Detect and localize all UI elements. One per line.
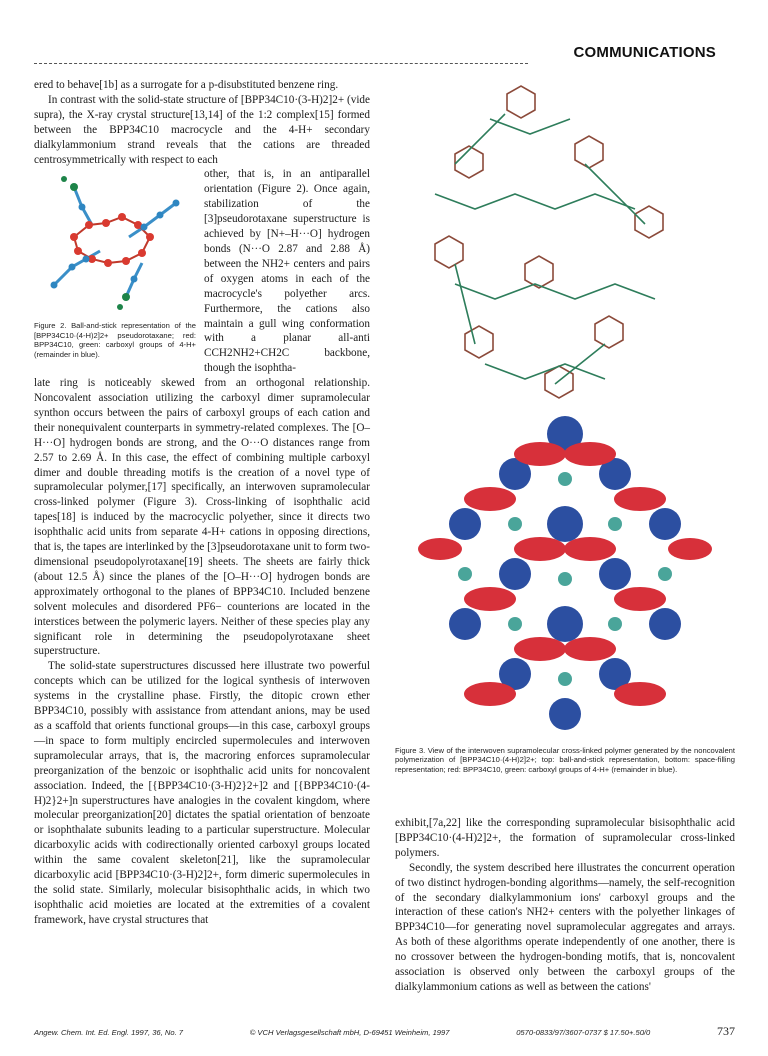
left-column [34, 78, 370, 928]
figure-3-image [395, 74, 735, 742]
figure-3-bottom-spacefill [418, 416, 712, 730]
footer-publisher: © VCH Verlagsgesellschaft mbH, D-69451 Weinheim, 1997 [249, 1028, 450, 1037]
right-column [395, 816, 735, 995]
paragraph: late ring is noticeably skewed from an orthogonal relationship. Noncovalent association utilizing the carboxyl dimer supramolecular synthon occurs between the pairs of carboxyl groups of each cation and their nonequivalent counterparts in symmetry-related complexes. The [O–H···O] hydrogen bonds are strong, and the O···O distances range from 2.57 to 2.69 Å. In this case, the effect of combining multiple carboxyl dimer and double threading motifs is the creation of a novel type of supramolecular polymer,[17] specifically, an interwoven supramolecular cross-linked polymer (Figure 3). Cross-linking of isophthalic acid tapes[18] is induced by the macrocyclic polyether, since it directs two isophthalic acid units from separate 4-H+ cations in opposing directions, that is, the tapes are interlinked by the [3]pseudorotaxane unit to form two-dimensional pseudopolyrotaxane[19] sheets. The sheets are fairly thick (about 12.5 Å) since the planes of the [O–H···O] hydrogen bonds are approximately orthogonal to the planes of BPP34C10. Included benzene solvent molecules and disordered PF6− counterions are located in the interstices between the polymeric layers. Neither of these species play any significant role in determining the pseudopolyrotaxane sheet superstructure. [34, 377, 370, 658]
figure-3-caption: Figure 3. View of the interwoven supramolecular cross-linked polymer generated by the noncovalent polymerization of [BPP34C10·(4-H)2]2+; top: ball-and-stick representation, bottom: space-filling representation; red: BPP34C10, green: carboxyl groups of 4-H+ (remainder in blue). [395, 746, 735, 774]
section-title: COMMUNICATIONS [573, 44, 716, 61]
header-rule [34, 63, 528, 64]
page-number: 737 [716, 1024, 735, 1038]
figure-2-caption: Figure 2. Ball-and-stick representation of the [BPP34C10·(4-H)2]2+ pseudorotaxane; red: BPP34C10, green: carboxyl groups of 4-H+ (remainder in blue). [34, 321, 196, 359]
figure-3 [395, 74, 735, 742]
paragraph: The solid-state superstructures discussed here illustrate two powerful concepts which can be utilized for the logical synthesis of interwoven systems in the crystalline phase. Firstly, the ditopic crown ether BPP34C10, possibly with assistance from attendant anions, may be used as a scaffold that orients functional groups—in this case, carboxyl groups—in space to form multiply encircled supermolecules and interwoven supramolecular arrays, that is, the macroring enforces supramolecular preorganization of the benzoic or isophthalic acid units for noncovalent association. Indeed, the [{BPP34C10·(3-H)2}2+]2 and [{BPP34C10·(4-H)2}2+]n superstructures have analogies in the covalent kingdom, where molecular preorganization[20] dictates the spatial orientation of benzoate or isophthalate subunits leading to a particular superstructure. Molecular dicarboxylic acids with codirectionally oriented carboxyl groups located within the same covalent skeleton[21], like the supramolecular dicarboxylic acid [BPP34C10·(3-H)2]2+, form dimeric supermolecules in the solid state. Similarly, molecular bisisophthalic acids, in which two isophthalic acid moieties are located at the extremities of a covalent framework, have crystal structures that [34, 660, 370, 926]
footer-code: 0570-0833/97/3607-0737 $ 17.50+.50/0 [516, 1028, 651, 1037]
paragraph: In contrast with the solid-state structure of [BPP34C10·(3-H)2]2+ (vide supra), the X-ray crystal structure[13,14] of the 1:2 complex[15] formed between the BPP34C10 macrocycle and the 4-H+ secondary dialkylammonium strand reveals that the cations are threaded centrosymmetrically with respect to each [34, 93, 370, 166]
footer-journal: Angew. Chem. Int. Ed. Engl. 1997, 36, No. 7 [34, 1028, 184, 1037]
paragraph: exhibit,[7a,22] like the corresponding supramolecular bisisophthalic acid [BPP34C10·(4-H)2]2+, the formation of supramolecular cross-linked polymers. [395, 817, 735, 859]
figure-3-top-lattice [435, 86, 663, 398]
paragraph: Secondly, the system described here illustrates the concurrent operation of two distinct hydrogen-bonding algorithms—namely, the self-recognition of the secondary dialkylammonium ions' carboxyl groups and the interaction of these cation's NH2+ centers with the polyether linkages of BPP34C10—for generating novel supramolecular aggregates and arrays. As both of these algorithms operate independently of one another, there is no crossover between the hydrogen-bonding motifs, that is, noncovalent association is observed only between the carboxyl groups of the dialkylammonium cations as well as between the cations' [395, 861, 735, 993]
paragraph-wrap: other, that is, in an antiparallel orientation (Figure 2). Once again, stabilization of the [3]pseudorotaxane superstructure is achieved by [N+–H···O] hydrogen bonds (N···O 2.87 and 2.88 Å) between the NH2+ centers and pairs of oxygen atoms in each of the macrocycle's polyether arcs. Furthermore, the cations also maintain a gull wing conformation with a planar all-anti CCH2NH2+CH2C backbone, though the isophtha- [204, 168, 370, 375]
paragraph: ered to behave[1b] as a surrogate for a p-disubstituted benzene ring. [34, 79, 339, 91]
figure-2-image [34, 167, 190, 312]
page-footer [34, 1024, 735, 1039]
figure-2 [34, 167, 204, 376]
figure-2-block [34, 167, 370, 376]
